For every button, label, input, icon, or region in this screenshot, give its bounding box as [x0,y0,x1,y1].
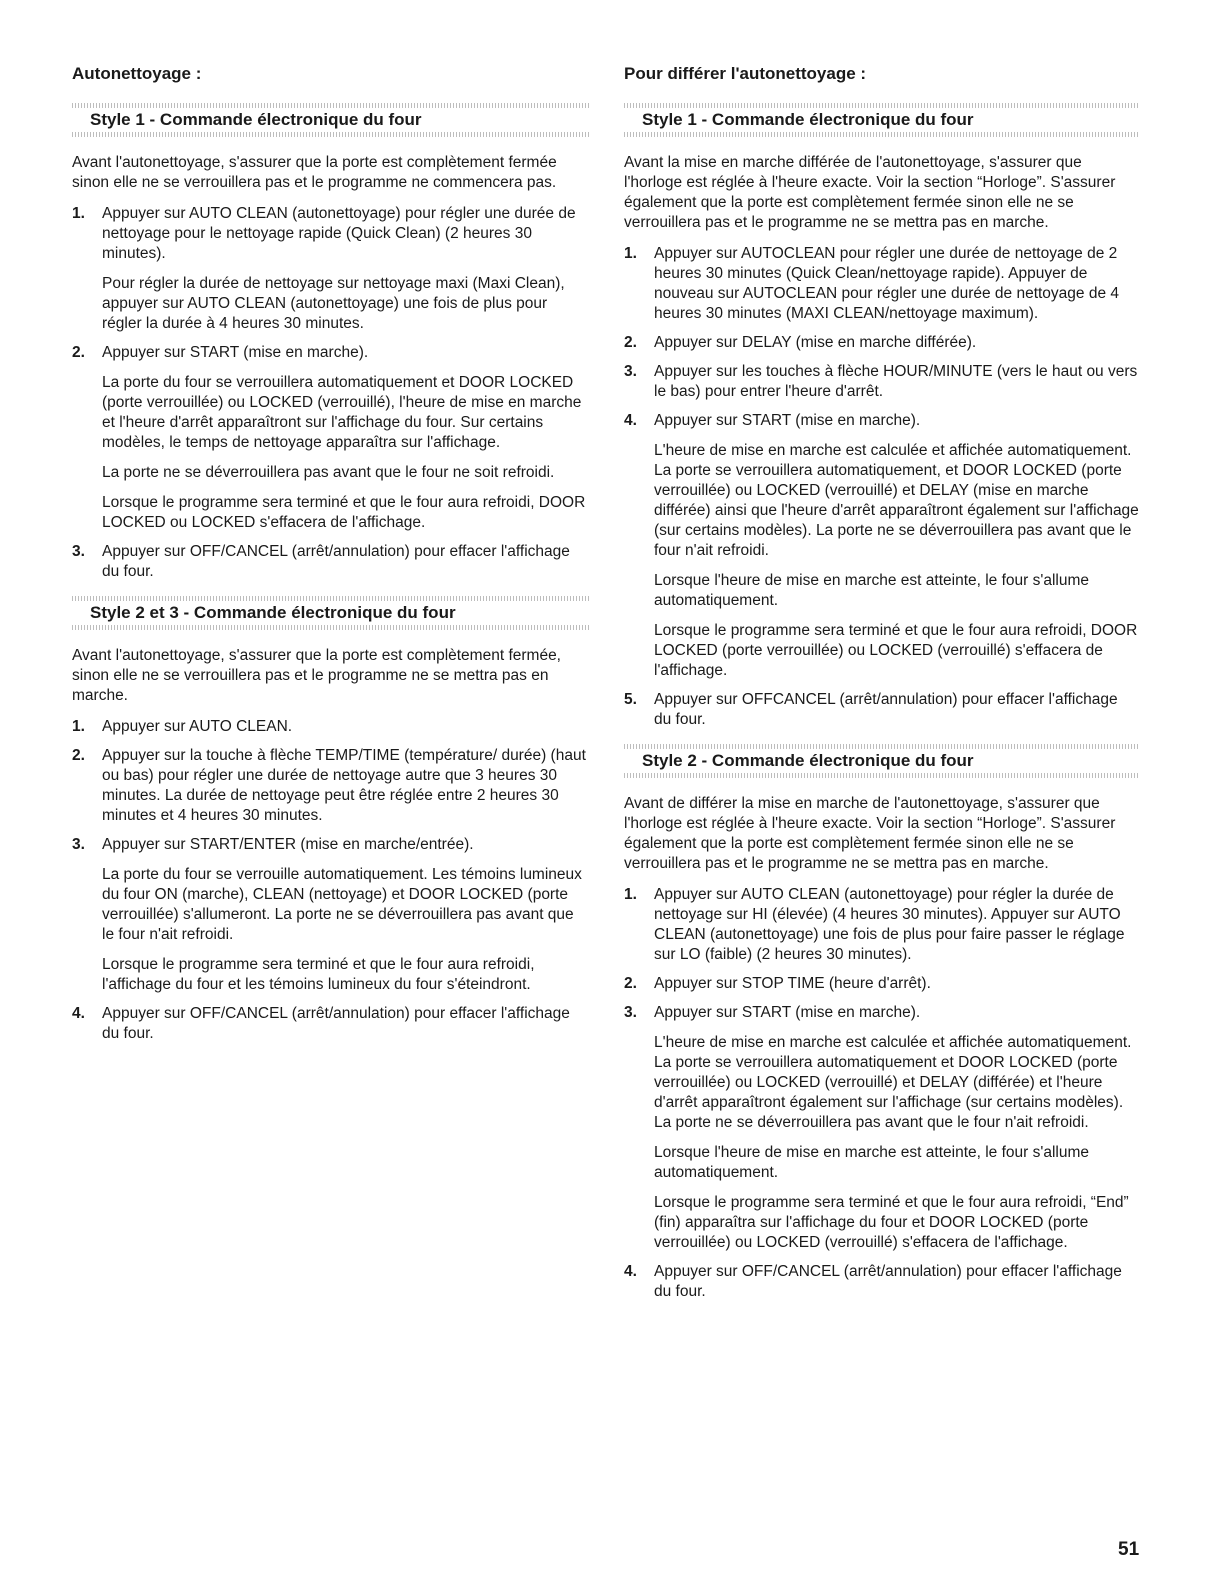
step-number: 5. [624,691,637,708]
step-number: 2. [624,334,637,351]
step-text: Appuyer sur START (mise en marche). [654,1004,921,1021]
right-sections [624,103,1139,1302]
divider-rule [72,132,590,137]
step-note: La porte du four se verrouillera automatiquement et DOOR LOCKED (porte verrouillée) ou LOCKED (verrouillé), l'heure de mise en marche et l'heure d'arrêt apparaîtront sur l'affichage du four. Sur certains modèles, le temps de nettoyage apparaîtra sur l'affichage. [102,374,582,451]
step-item [72,717,590,737]
step-note: Lorsque le programme sera terminé et que le four aura refroidi, DOOR LOCKED ou LOCKED s'effacera de l'affichage. [102,494,586,531]
step-number: 1. [72,205,85,222]
step-note: La porte ne se déverrouillera pas avant que le four ne soit refroidi. [102,464,555,481]
left-sections [72,103,590,1044]
step-item [72,542,590,582]
section-title: Autonettoyage : [72,64,202,83]
subsection-header [72,103,590,137]
step-list [72,717,590,1044]
step-text: Appuyer sur OFF/CANCEL (arrêt/annulation) pour effacer l'affichage du four. [102,1005,570,1042]
step-note: La porte du four se verrouille automatiquement. Les témoins lumineux du four ON (marche), CLEAN (nettoyage) et DOOR LOCKED (porte verrouillée) s'allumeront. La porte ne se déverrouillera pas avant que le four n'ait refroidi. [102,866,582,943]
step-number: 3. [624,363,637,380]
step-note: Lorsque le programme sera terminé et que le four aura refroidi, “End” (fin) apparaîtra sur l'affichage du four et DOOR LOCKED (porte verrouillée) ou LOCKED (verrouillé) s'effacera de l'affichage. [654,1194,1129,1251]
step-item [72,343,590,533]
section-title: Pour différer l'autonettoyage : [624,64,867,83]
step-item [72,204,590,334]
step-item [624,362,1139,402]
subsection-heading: Style 1 - Commande électronique du four [90,110,422,129]
step-item [624,974,1139,994]
step-note: L'heure de mise en marche est calculée et affichée automatiquement. La porte se verrouillera automatiquement, et DOOR LOCKED (porte verrouillée) ou LOCKED (verrouillé) et DELAY (mise en marche différée) ainsi que l'heure d'arrêt apparaîtront également sur l'affichage (sur certains modèles). La porte ne se déverrouillera pas avant que le four n'ait refroidi. [654,442,1139,559]
step-number: 3. [624,1004,637,1021]
step-number: 3. [72,836,85,853]
divider-rule [72,625,590,630]
step-note: Lorsque le programme sera terminé et que le four aura refroidi, DOOR LOCKED (porte verrouillée) ou LOCKED (verrouillé) s'effacera de l'affichage. [654,622,1138,679]
intro-paragraph: Avant l'autonettoyage, s'assurer que la porte est complètement fermée, sinon elle ne se verrouillera pas et le programme ne se mettra pas en marche. [72,647,561,704]
step-number: 2. [72,747,85,764]
step-text: Appuyer sur OFF/CANCEL (arrêt/annulation) pour effacer l'affichage du four. [654,1263,1122,1300]
step-list [72,204,590,582]
step-text: Appuyer sur AUTOCLEAN pour régler une durée de nettoyage de 2 heures 30 minutes (Quick Clean/nettoyage rapide). Appuyer de nouveau sur AUTOCLEAN pour régler une durée de nettoyage de 4 heures 30 minutes (MAXI CLEAN/nettoyage maximum). [654,245,1120,322]
step-text: Appuyer sur STOP TIME (heure d'arrêt). [654,975,931,992]
divider-rule [624,773,1139,778]
step-item [624,690,1139,730]
step-text: Appuyer sur la touche à flèche TEMP/TIME (température/ durée) (haut ou bas) pour régler une durée de nettoyage autre que 3 heures 30 minutes. La durée de nettoyage peut être réglée entre 2 heures 30 minutes et 4 heures 30 minutes. [102,747,586,824]
step-item [72,1004,590,1044]
step-item [624,244,1139,324]
step-note: Lorsque le programme sera terminé et que le four aura refroidi, l'affichage du four et les témoins lumineux du four s'éteindront. [102,956,535,993]
subsection-header [624,103,1139,137]
step-number: 4. [624,412,637,429]
step-text: Appuyer sur AUTO CLEAN (autonettoyage) pour régler une durée de nettoyage pour le nettoyage rapide (Quick Clean) (2 heures 30 minutes). [102,205,576,262]
step-item [72,746,590,826]
subsection-heading: Style 2 - Commande électronique du four [642,751,974,770]
step-text: Appuyer sur START (mise en marche). [102,344,369,361]
step-text: Appuyer sur AUTO CLEAN. [102,718,293,735]
step-item [624,1262,1139,1302]
page-number: 51 [1118,1539,1140,1560]
step-text: Appuyer sur DELAY (mise en marche différée). [654,334,977,351]
step-number: 4. [72,1005,85,1022]
step-text: Appuyer sur START (mise en marche). [654,412,921,429]
left-column [72,62,590,1058]
intro-paragraph: Avant l'autonettoyage, s'assurer que la porte est complètement fermée sinon elle ne se verrouillera pas et le programme ne commencera pas. [72,154,557,191]
step-item [624,333,1139,353]
step-list [624,885,1139,1302]
step-text: Appuyer sur les touches à flèche HOUR/MINUTE (vers le haut ou vers le bas) pour entrer l'heure d'arrêt. [654,363,1138,400]
step-number: 2. [624,975,637,992]
step-list [624,244,1139,730]
divider-rule [624,132,1139,137]
step-note: L'heure de mise en marche est calculée et affichée automatiquement. La porte se verrouillera automatiquement et DOOR LOCKED (porte verrouillée) ou LOCKED (verrouillé) et DELAY (différée) et l'heure d'arrêt apparaîtront également sur l'affichage (sur certains modèles). La porte ne se déverrouillera pas avant que le four n'ait refroidi. [654,1034,1132,1131]
step-item [624,1003,1139,1253]
step-number: 1. [624,245,637,262]
step-text: Appuyer sur OFF/CANCEL (arrêt/annulation) pour effacer l'affichage du four. [102,543,570,580]
intro-paragraph: Avant la mise en marche différée de l'autonettoyage, s'assurer que l'horloge est réglée à l'heure exacte. Voir la section “Horloge”. S'assurer également que la porte est complètement fermée sinon elle ne se verrouillera pas et le programme ne se mettra pas en marche. [624,154,1116,231]
step-item [624,885,1139,965]
step-number: 1. [72,718,85,735]
step-note: Lorsque l'heure de mise en marche est atteinte, le four s'allume automatiquement. [654,1144,1089,1181]
step-number: 1. [624,886,637,903]
step-text: Appuyer sur AUTO CLEAN (autonettoyage) pour régler la durée de nettoyage sur HI (élevée) (4 heures 30 minutes). Appuyer sur AUTO CLEAN (autonettoyage) une fois de plus pour faire passer le réglage sur LO (faible) (2 heures 30 minutes). [654,886,1125,963]
step-text: Appuyer sur START/ENTER (mise en marche/entrée). [102,836,474,853]
intro-paragraph: Avant de différer la mise en marche de l'autonettoyage, s'assurer que l'horloge est réglée à l'heure exacte. Voir la section “Horloge”. S'assurer également que la porte est complètement fermée sinon elle ne se verrouillera pas et le programme ne se mettra pas en marche. [624,795,1116,872]
step-note: Lorsque l'heure de mise en marche est atteinte, le four s'allume automatiquement. [654,572,1089,609]
step-item [624,411,1139,681]
step-item [72,835,590,995]
subsection-heading: Style 2 et 3 - Commande électronique du four [90,603,456,622]
step-text: Appuyer sur OFFCANCEL (arrêt/annulation) pour effacer l'affichage du four. [654,691,1118,728]
step-number: 2. [72,344,85,361]
subsection-header [624,744,1139,778]
subsection-heading: Style 1 - Commande électronique du four [642,110,974,129]
step-number: 4. [624,1263,637,1280]
subsection-header [72,596,590,630]
right-column [624,62,1139,1316]
step-note: Pour régler la durée de nettoyage sur nettoyage maxi (Maxi Clean), appuyer sur AUTO CLEAN (autonettoyage) une fois de plus pour régler la durée à 4 heures 30 minutes. [102,275,565,332]
step-number: 3. [72,543,85,560]
